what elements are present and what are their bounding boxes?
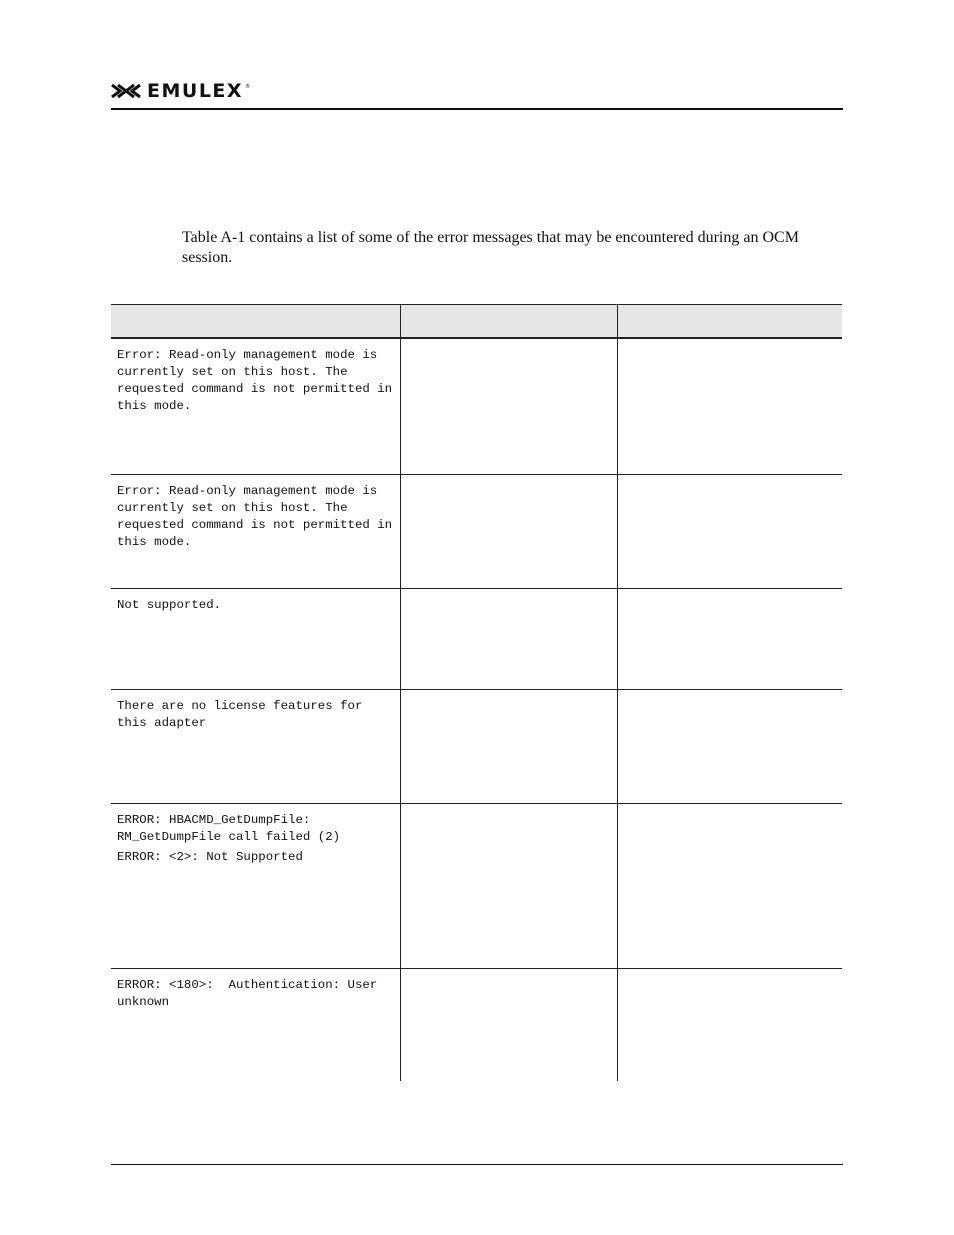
table-cell [400,338,617,474]
error-message-cell [111,588,400,689]
error-message-text: ERROR: HBACMD_GetDumpFile: RM_GetDumpFile call failed (2) [117,812,341,844]
error-message-text: ERROR: <2>: Not Supported [117,849,303,864]
error-message-cell [111,968,400,1081]
table-row [111,474,842,588]
error-message-cell [111,338,400,474]
error-message-text: Error: Read-only management mode is currently set on this host. The requested command is not permitted in this mode. [117,483,393,549]
table-cell [617,588,842,689]
table-header-cell [400,305,617,339]
error-message-cell [111,803,400,968]
error-message-text: Error: Read-only management mode is currently set on this host. The requested command is not permitted in this mode. [117,348,393,413]
error-message-text: There are no license features for this adapter [117,698,363,730]
table-header-cell [617,305,842,339]
table-cell [617,474,842,588]
table-cell [617,338,842,474]
table-header-cell [111,305,400,339]
table-header-row [111,305,842,339]
table-row [111,968,842,1081]
page-header [111,79,254,103]
table-cell [400,474,617,588]
table-cell [617,689,842,803]
table-cell [400,588,617,689]
table-cell [400,689,617,803]
footer-rule [111,1164,843,1165]
table-row [111,689,842,803]
table-cell [400,803,617,968]
table-row [111,588,842,689]
table-cell [617,968,842,1081]
table-row [111,338,842,474]
header-rule [111,108,843,110]
table-row [111,803,842,968]
brand-name: EMULEX [147,79,244,102]
table-cell [400,968,617,1081]
error-message-text: Not supported. [117,597,222,612]
table-cell [617,803,842,968]
intro-paragraph: Table A-1 contains a list of some of the error messages that may be encountered during an OCM session. [182,229,799,266]
error-message-text: ERROR: <180>: Authentication: User unknown [117,977,385,1009]
emulex-logo-icon [111,83,141,99]
error-message-cell [111,474,400,588]
error-message-cell [111,689,400,803]
error-messages-table [111,304,842,1081]
trademark-mark: ® [245,84,251,90]
